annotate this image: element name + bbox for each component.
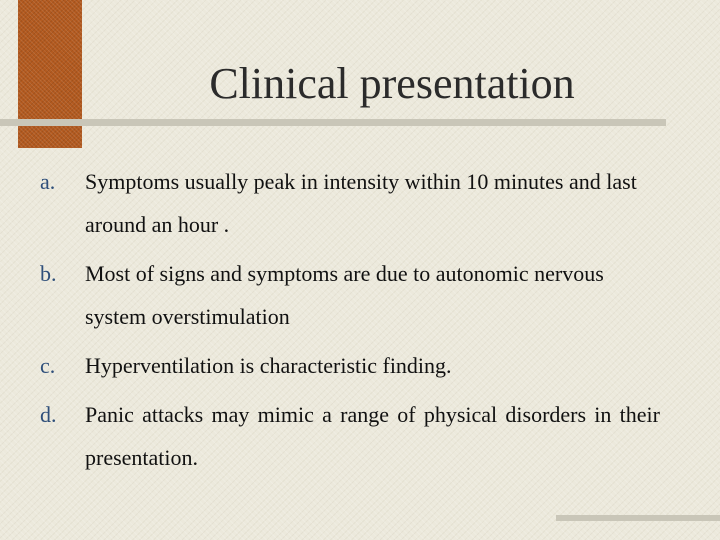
list-item (40, 160, 660, 246)
list-item-text: Hyperventilation is characteristic finding. (85, 353, 452, 378)
slide-title: Clinical presentation (209, 59, 575, 108)
list-marker: c. (40, 353, 56, 378)
list-item (40, 344, 660, 387)
list-marker: d. (40, 402, 57, 427)
list-item (40, 252, 660, 338)
list-item-text: Symptoms usually peak in intensity within 10 minutes and last around an hour . (85, 169, 637, 237)
list-item (40, 393, 660, 479)
footer-divider (556, 515, 720, 521)
bullet-list (40, 160, 660, 485)
list-marker: b. (40, 261, 57, 286)
list-marker: a. (40, 169, 56, 194)
list-item-text: Panic attacks may mimic a range of physical disorders in their presentation. (85, 402, 660, 470)
title-divider (0, 119, 666, 126)
list-item-text: Most of signs and symptoms are due to autonomic nervous system overstimulation (85, 261, 604, 329)
